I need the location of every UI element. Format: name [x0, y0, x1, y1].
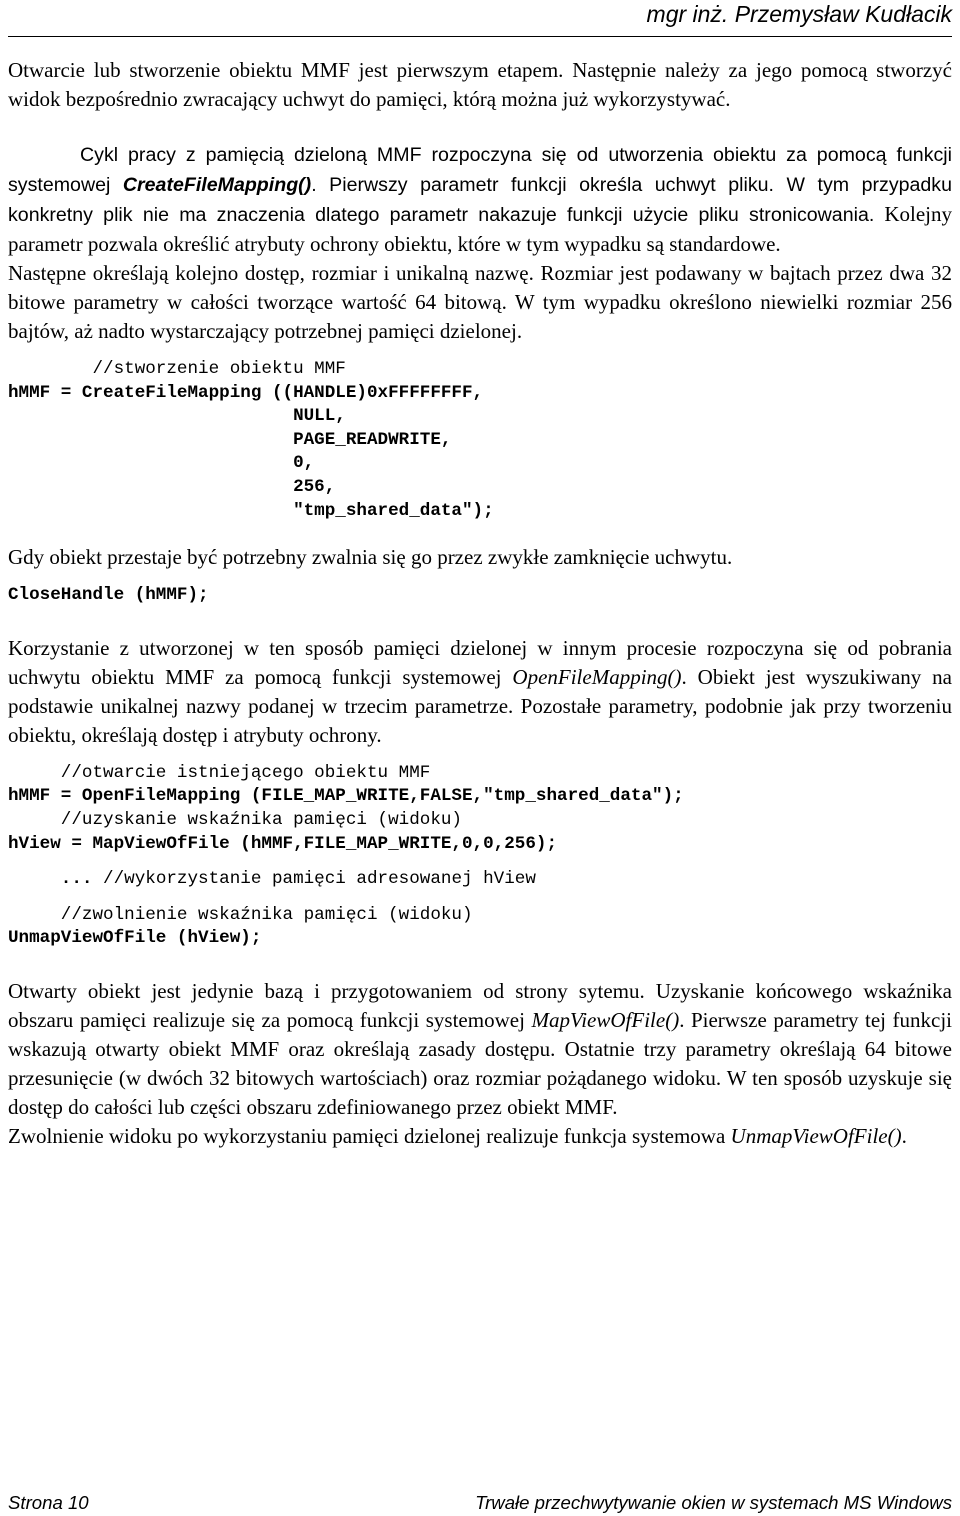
text-span: . Obiekt jest wyszukiwany na podstawie unikalnej nazwy podanej w trzecim parametrze. Pozostałe parametry, podobnie jak przy tworzeniu obiektu, określają dostęp i atrybuty ochrony. — [8, 664, 953, 747]
footer-page-number: Strona 10 — [8, 1492, 89, 1513]
footer-document-title: Trwałe przechwytywanie okien w systemach MS Windows — [475, 1492, 952, 1513]
text-span: . — [901, 1123, 907, 1148]
function-name-mapviewoffile: MapViewOfFile() — [531, 1007, 680, 1032]
paragraph-close: Gdy obiekt przestaje być potrzebny zwalnia się go przez zwykłe zamknięcie uchwytu. — [8, 545, 733, 570]
code-block-unmap — [8, 904, 952, 951]
text-span: Zwolnienie widoku po wykorzystaniu pamięci dzielonej realizuje funkcja systemowa — [8, 1123, 731, 1148]
header-author: mgr inż. Przemysław Kudłacik — [646, 1, 952, 27]
paragraph-mapviewoffile — [8, 977, 952, 1122]
code-line: "tmp_shared_data"); — [8, 500, 494, 521]
function-name-openfilemapping: OpenFileMapping() — [512, 664, 682, 689]
code-line: NULL, — [8, 406, 346, 427]
code-block-create — [8, 358, 952, 523]
code-comment: //otwarcie istniejącego obiektu MMF — [8, 762, 431, 783]
text-span: Otwarty obiekt jest jedynie bazą i przygotowaniem od strony sytemu. Uzyskanie końcowego wskaźnika obszaru pamięci realizuje się za pomocą funkcji systemowej — [8, 978, 952, 1032]
paragraph-parameters: Następne określają kolejno dostęp, rozmiar i unikalną nazwę. Rozmiar jest podawany w bajtach przez dwa 32 bitowe parametry w całości tworzące wartość 64 bitową. W tym wypadku określono niewielki rozmiar 256 bajtów, aż nadto wystarczający potrzebnej pamięci dzielonej. — [8, 261, 952, 343]
paragraph-intro: Otwarcie lub stworzenie obiektu MMF jest pierwszym etapem. Następnie należy za jego pomocą stworzyć widok bezpośrednio zwracający uchwyt do pamięci, którą można już wykorzystywać. — [8, 58, 952, 111]
code-block-use — [8, 868, 952, 892]
code-comment: //zwolnienie wskaźnika pamięci (widoku) — [8, 904, 473, 925]
paragraph-createfilemapping — [8, 140, 952, 259]
text-span: Korzystanie z utworzonej w ten sposób pamięci dzielonej w innym procesie rozpoczyna się od pobrania uchwytu obiektu MMF za pomocą funkcji systemowej — [8, 635, 952, 689]
function-name-unmapviewoffile: UnmapViewOfFile() — [730, 1123, 902, 1148]
text-span: . Pierwsze parametry tej funkcji wskazują otwarty obiekt MMF oraz określają zasady dostępu. Ostatnie trzy parametry określają 64 bitowe przesunięcie (w dwóch 32 bitowych wartościach) oraz rozmiar pożądanego widoku. W ten sposób uzyskuje się dostęp do całości lub części obszaru zdefiniowanego przez obiekt MMF. — [8, 1007, 952, 1119]
code-line: 0, — [8, 453, 315, 474]
code-comment: //wykorzystanie pamięci adresowanej hView — [92, 869, 536, 890]
code-line: CloseHandle (hMMF); — [8, 585, 209, 606]
code-line: PAGE_READWRITE, — [8, 429, 452, 450]
text-span: Kolejny parametr pozwala określić atrybuty ochrony obiektu, które w tym wypadku są standardowe. — [8, 202, 953, 256]
text-span: . Pierwszy parametr funkcji określa uchwyt pliku. W tym przypadku konkretny plik nie ma znaczenia dlatego parametr nakazuje funkcji użycie pliku stronicowania. — [8, 174, 953, 226]
text-span: Cykl pracy z pamięcią dzieloną MMF rozpoczyna się od utworzenia obiektu za pomocą funkcji systemowej — [8, 144, 952, 196]
function-name-createfilemapping: CreateFileMapping() — [122, 174, 312, 196]
code-line: 256, — [8, 476, 336, 497]
code-ellipsis: ... — [8, 869, 93, 890]
code-comment: //stworzenie obiektu MMF — [8, 359, 346, 379]
code-line: hView = MapViewOfFile (hMMF,FILE_MAP_WRITE,0,0,256); — [8, 833, 558, 854]
code-comment: //uzyskanie wskaźnika pamięci (widoku) — [8, 809, 462, 830]
code-line: hMMF = CreateFileMapping ((HANDLE)0xFFFFFFFF, — [8, 382, 484, 403]
code-line: hMMF = OpenFileMapping (FILE_MAP_WRITE,FALSE,"tmp_shared_data"); — [8, 786, 684, 807]
code-line: UnmapViewOfFile (hView); — [8, 928, 262, 949]
header-rule — [8, 36, 952, 37]
paragraph-unmapviewoffile — [8, 1122, 952, 1151]
paragraph-openfilemapping — [8, 634, 952, 750]
page-content — [8, 56, 952, 1151]
code-block-close — [8, 584, 952, 608]
code-block-open — [8, 762, 952, 856]
